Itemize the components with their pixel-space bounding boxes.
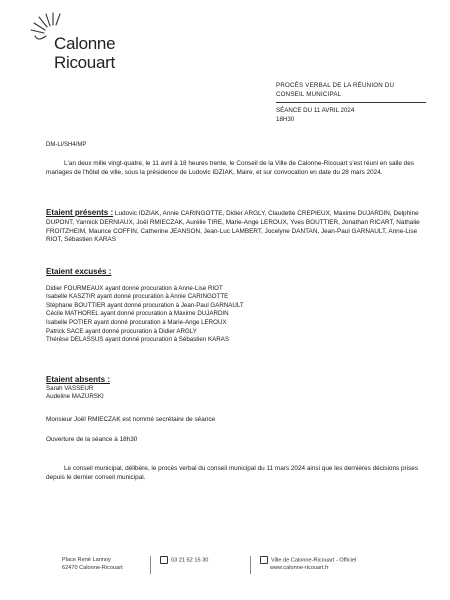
excused-item: Patrick SACE ayant donné procuration à Didier ARGLY [46,327,197,335]
address-line-2: 62470 Calonne-Ricouart [62,565,123,571]
excused-section [46,268,244,345]
session-time: 18H30 [276,116,295,123]
excused-item: Didier FOURMEAUX ayant donné procuration à Anne-Lise RIOT [46,284,223,292]
closing-paragraph: Le conseil municipal, délibère, le procès verbal du conseil municipal du 11 mars 2024 ainsi que les dernières décisions prises depuis le dernier conseil municipal. [46,465,419,481]
present-heading: Etaient présents : [46,208,114,217]
absent-section [46,376,110,402]
excused-item: Isabelle KASZTIR ayant donné procuration à Annie CARINGOTTE [46,293,229,301]
logo-line-1: Calonne [54,34,116,53]
logo-line-2: Ricouart [54,53,115,72]
document-reference: DM-LI/SH4/MP [46,142,87,148]
excused-item: Stéphane BOUTTIER ayant donné procuration à Jean-Paul GARNAULT [46,301,244,309]
footer-web [260,556,356,572]
town-logo [26,12,126,82]
excused-heading: Etaient excusés : [46,267,112,276]
session-date: SÉANCE DU 11 AVRIL 2024 [276,107,355,114]
address-line-1: Place René Lannoy [62,557,111,563]
pv-title-line-1: PROCÈS VERBAL DE LA RÉUNION DU [276,82,395,89]
phone-number: 03 21 52 15 30 [171,557,209,564]
absent-item: Sarah VASSEUR [46,384,94,392]
opening-line: Ouverture de la séance à 18h30 [46,436,138,443]
document-header [276,81,426,124]
header-divider [276,102,426,103]
excused-item: Cécile MATHOREL ayant donné procuration à Maxime DUJARDIN [46,310,229,318]
present-list: Ludovic IDZIAK, Annie CARINGOTTE, Didier ARGLY, Claudette CREPIEUX, Maxime DUJARDIN, Delphine DUPONT, Yannick DERNIAUX, Joël RMIECZAK, Aurélie TIRE, Marie-Ange LEROUX, Yves BOUTTIER, Jonathan RICART, Nathalie FROITZHEIM, Maurice COFFIN, Catherine JEANSON, Jean-Luc LAMBERT, Jocelyne DANTAN, Jean-Paul GARNAULT, Anne-Lise RIOT, Sébastien KARAS [46,210,420,244]
facebook-icon [260,556,268,564]
website-link[interactable]: www.calonne-ricouart.fr [270,565,329,572]
intro-paragraph: L'an deux mille vingt-quatre, le 11 avril à 18 heures trente, le Conseil de la Ville de Calonne-Ricouart s'est réuni en salle des mariages de l'hôtel de ville, sous la présidence de Ludovic IDZIAK, Maire, et sur convocation en date du 28 mars 2024. [46,160,414,176]
facebook-page[interactable]: Ville de Calonne-Ricouart - Officiel [271,557,357,564]
footer-address [62,556,123,572]
footer-divider [250,556,251,574]
excused-item: Thérèse DELASSUS ayant donné procuration à Sébastien KARAS [46,336,229,344]
pv-title-line-2: CONSEIL MUNICIPAL [276,91,342,98]
footer-phone [160,556,208,564]
absent-item: Audeline MAZURSKI [46,393,104,401]
present-section [46,209,424,245]
absent-heading: Etaient absents : [46,375,111,384]
footer-divider [150,556,151,574]
secretary-line: Monsieur Joël RMIECZAK est nommé secrétaire de séance [46,416,216,423]
excused-item: Isabelle POTIER ayant donné procuration à Marie-Ange LEROUX [46,318,227,326]
phone-icon [160,556,168,564]
